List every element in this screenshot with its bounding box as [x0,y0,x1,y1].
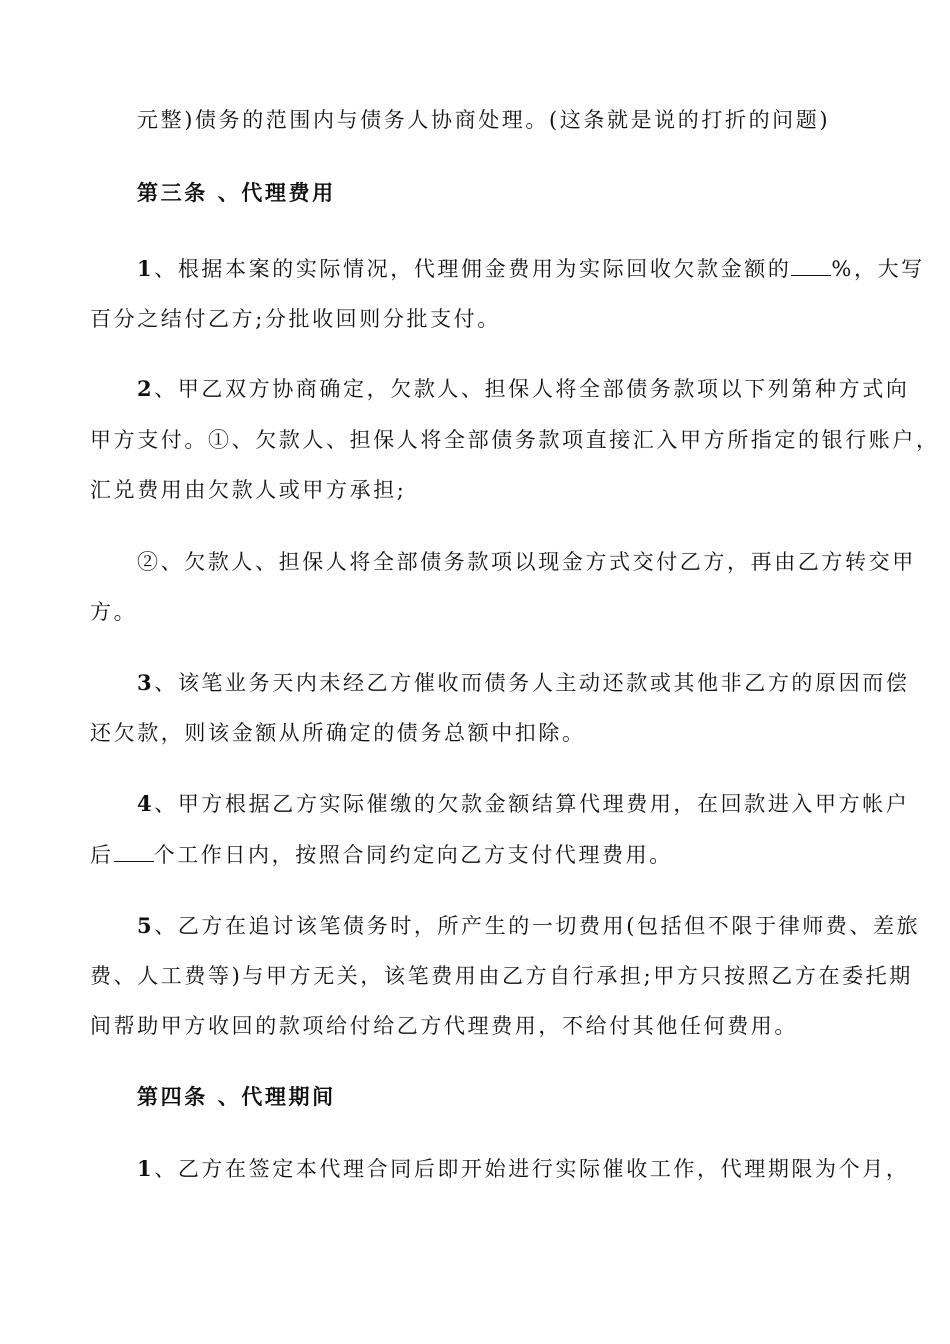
paragraph-line: 元整)债务的范围内与债务人协商处理。(这条就是说的打折的问题) [137,108,831,132]
clause-number: 2 [137,376,155,401]
clause-text: 、乙方在签定本代理合同后即开始进行实际催收工作，代理期限为个月， [154,1157,910,1181]
clause-text: 个工作日内，按照合同约定向乙方支付代理费用。 [153,843,673,867]
clause-3-4-line-2 [90,841,673,869]
clause-text: 、甲乙双方协商确定，欠款人、担保人将全部债务款项以下列第种方式向 [154,377,910,401]
clause-3-5-line-2: 费、人工费等)与甲方无关，该笔费用由乙方自行承担;甲方只按照乙方在委托期 [90,964,913,988]
clause-3-2-line-1 [137,375,909,403]
clause-3-5-line-3: 间帮助甲方收回的款项给付给乙方代理费用，不给付其他任何费用。 [90,1014,798,1038]
clause-number: 1 [137,1156,155,1181]
clause-number: 4 [137,791,155,816]
clause-number: 5 [137,913,155,938]
clause-text: 、根据本案的实际情况，代理佣金费用为实际回收欠款金额的 [154,257,792,281]
section-heading-article-3: 第三条 、代理费用 [137,180,336,205]
clause-3-2-option-2-line-1: ②、欠款人、担保人将全部债务款项以现金方式交付乙方，再由乙方转交甲 [137,550,916,574]
clause-3-1-line-2: 百分之结付乙方;分批收回则分批支付。 [90,307,501,331]
clause-text: %，大写 [831,257,925,281]
clause-3-1-line-1 [137,255,925,283]
clause-3-2-line-3: 汇兑费用由欠款人或甲方承担; [90,478,407,502]
section-heading-article-4: 第四条 、代理期间 [137,1084,336,1109]
clause-4-1-line-1 [137,1155,909,1183]
clause-3-3-line-2: 还欠款，则该金额从所确定的债务总额中扣除。 [90,721,586,745]
clause-text: 、乙方在追讨该笔债务时，所产生的一切费用(包括但不限于律师费、差旅 [154,914,921,938]
clause-3-3-line-1 [137,669,909,697]
clause-number: 1 [137,256,155,281]
blank-underline [114,860,154,862]
clause-text: 、该笔业务天内未经乙方催收而债务人主动还款或其他非乙方的原因而偿 [154,671,910,695]
clause-text: 、甲方根据乙方实际催缴的欠款金额结算代理费用，在回款进入甲方帐户 [154,792,910,816]
clause-3-4-line-1 [137,790,909,818]
blank-underline [791,274,831,276]
clause-3-2-option-2-line-2: 方。 [90,600,138,624]
clause-3-5-line-1 [137,912,920,940]
clause-number: 3 [137,670,155,695]
clause-3-2-line-2: 甲方支付。①、欠款人、担保人将全部债务款项直接汇入甲方所指定的银行账户， [90,428,940,452]
clause-text: 后 [90,843,114,867]
